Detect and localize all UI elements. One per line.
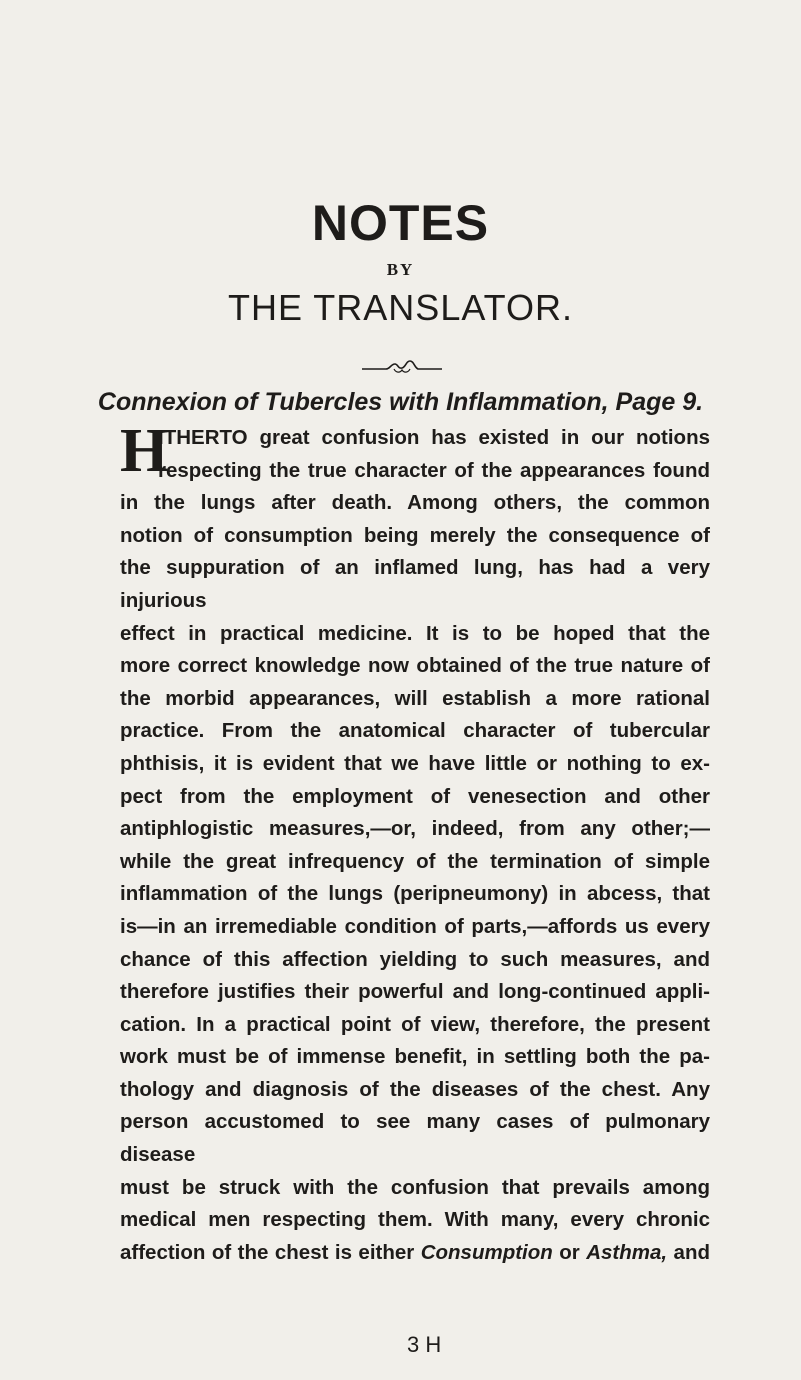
text-line: pect from the employment of venesection and other xyxy=(120,784,710,808)
text-line: medical men respecting them. With many, every chronic xyxy=(120,1208,710,1232)
subtitle-translator: THE TRANSLATOR. xyxy=(227,287,574,328)
text-line: while the great infrequency of the termination of simple xyxy=(120,849,710,873)
text-line: antiphlogistic measures,—or, indeed, from any other;— xyxy=(120,817,710,841)
text-line: more correct knowledge now obtained of the true nature of xyxy=(120,654,710,678)
italic-term-asthma: Asthma, xyxy=(586,1240,668,1264)
text-line: practice. From the anatomical character of tubercular xyxy=(120,719,710,743)
body-paragraph xyxy=(120,417,710,1269)
signature-mark: 3 H xyxy=(407,1332,442,1357)
text-line: phthisis, it is evident that we have little or nothing to ex- xyxy=(120,751,710,775)
by-line: BY xyxy=(386,260,415,279)
text-line: cation. In a practical point of view, therefore, the present xyxy=(120,1012,710,1036)
text-line: is—in an irremediable condition of parts,—affords us every xyxy=(120,914,710,938)
drop-cap: H xyxy=(120,417,169,485)
section-heading-page: Page 9. xyxy=(615,388,704,416)
text-line: the suppuration of an inflamed lung, has had a very injurious xyxy=(120,556,710,612)
text-segment: affection of the chest is either xyxy=(120,1240,421,1264)
page-title: NOTES xyxy=(311,195,490,251)
text-line: notion of consumption being merely the consequence of xyxy=(120,523,710,547)
ornament-flourish-icon xyxy=(360,356,444,378)
text-line: thology and diagnosis of the diseases of the chest. Any xyxy=(120,1077,710,1101)
text-line: the morbid appearances, will establish a more rational xyxy=(120,686,710,710)
text-line: chance of this affection yielding to such measures, and xyxy=(120,947,710,971)
text-line: person accustomed to see many cases of pulmonary disease xyxy=(120,1110,710,1167)
section-heading-text: Connexion of Tubercles with Inflammation, xyxy=(97,388,616,416)
text-line: must be struck with the confusion that prevails among xyxy=(120,1175,710,1199)
text-line: in the lungs after death. Among others, the common xyxy=(120,491,710,515)
text-line: respecting the true character of the appearances found xyxy=(158,458,710,482)
text-line: therefore justifies their powerful and long-continued appli- xyxy=(120,980,710,1004)
text-segment: and xyxy=(667,1240,710,1264)
text-segment: or xyxy=(552,1240,587,1264)
text-line: work must be of immense benefit, in settling both the pa- xyxy=(120,1045,710,1069)
section-heading xyxy=(0,382,801,422)
text-line: effect in practical medicine. It is to be hoped that the xyxy=(120,621,710,645)
text-line-last xyxy=(120,1237,710,1270)
text-line: ITHERTO great confusion has existed in our notions xyxy=(158,426,710,449)
italic-term-consumption: Consumption xyxy=(420,1240,553,1264)
text-line: inflammation of the lungs (peripneumony) in abcess, that xyxy=(120,882,710,906)
